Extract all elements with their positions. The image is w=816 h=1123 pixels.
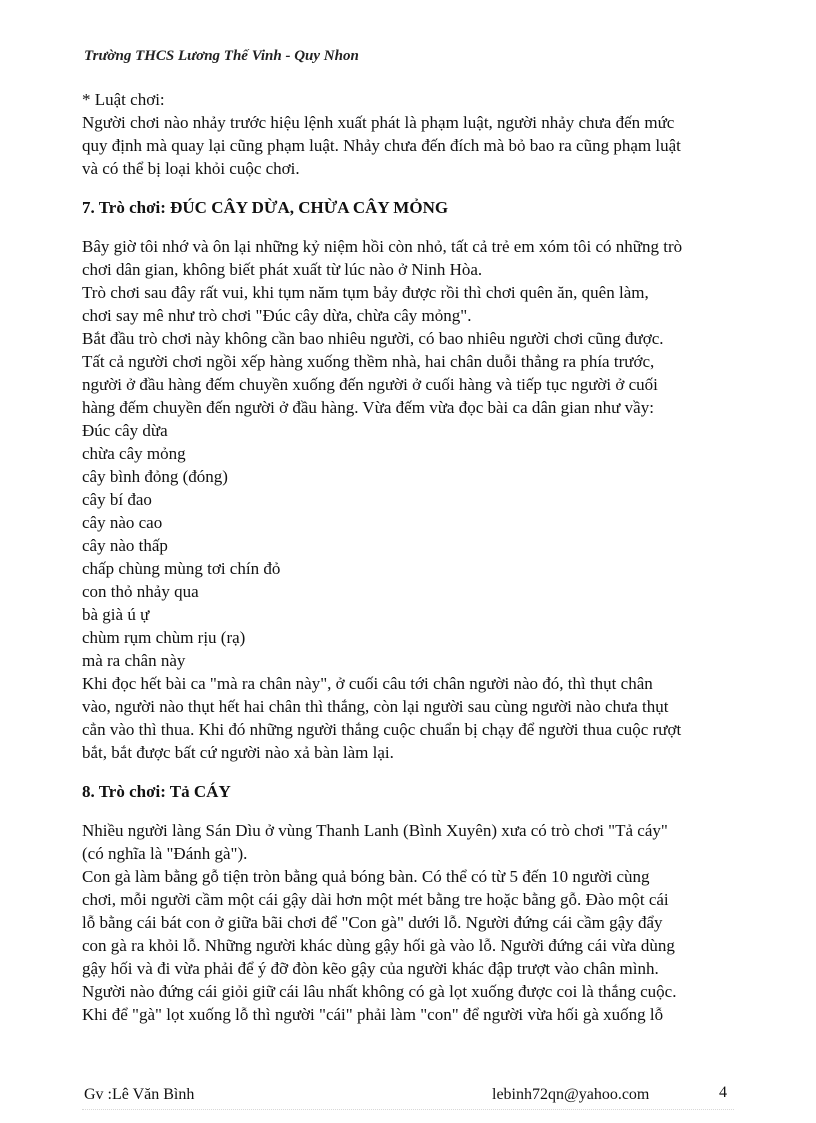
- rules-line: Người chơi nào nhảy trước hiệu lệnh xuất phát là phạm luật, người nhảy chưa đến mức: [82, 113, 675, 132]
- section-7-line: hàng đếm chuyền đến người ở đầu hàng. Vừa đếm vừa đọc bài ca dân gian như vầy:: [82, 398, 654, 417]
- section-7-line: chơi dân gian, không biết phát xuất từ lúc nào ở Ninh Hòa.: [82, 260, 483, 279]
- song-line: cây bí đao: [82, 490, 152, 509]
- page-number: 4: [719, 1084, 727, 1101]
- page-header: Trường THCS Lương Thế Vinh - Quy Nhon: [84, 48, 359, 64]
- song-line: Đúc cây dừa: [82, 421, 168, 440]
- section-8-heading: 8. Trò chơi: Tả CÁY: [82, 782, 231, 801]
- song-line: con thỏ nhảy qua: [82, 582, 199, 601]
- song-line: chùm rụm chùm rịu (rạ): [82, 628, 246, 647]
- section-7-line: cẳn vào thì thua. Khi đó những người thắng cuộc chuẩn bị chạy để người thua cuộc rượt: [82, 720, 682, 739]
- section-7-heading: 7. Trò chơi: ĐÚC CÂY DỪA, CHỪA CÂY MỎNG: [82, 198, 449, 217]
- footer-divider: [82, 1109, 734, 1110]
- section-7-line: chơi say mê như trò chơi "Đúc cây dừa, chừa cây mỏng".: [82, 306, 472, 325]
- section-7-line: vào, người nào thụt hết hai chân thì thắng, còn lại người sau cùng người nào chưa thụt: [82, 697, 669, 716]
- section-8-line: Con gà làm bằng gỗ tiện tròn bằng quả bóng bàn. Có thể có từ 5 đến 10 người cùng: [82, 867, 650, 886]
- song-line: cây bình đỏng (đóng): [82, 467, 228, 486]
- rules-line: và có thể bị loại khỏi cuộc chơi.: [82, 159, 300, 178]
- section-8-line: lỗ bằng cái bát con ở giữa bãi chơi để "Con gà" dưới lỗ. Người đứng cái cầm gậy đẩy: [82, 913, 663, 932]
- section-7-line: bắt, bắt được bất cứ người nào xả bàn làm lại.: [82, 743, 394, 762]
- section-8-line: Nhiều người làng Sán Dìu ở vùng Thanh Lanh (Bình Xuyên) xưa có trò chơi "Tả cáy": [82, 821, 668, 840]
- section-8-line: con gà ra khỏi lỗ. Những người khác dùng gậy hối gà vào lỗ. Người đứng cái vừa dùng: [82, 936, 675, 955]
- section-8-line: gậy hối và đi vừa phải để ý đỡ đòn kẽo gậy của người khác đập trượt vào chân mình.: [82, 959, 659, 978]
- rules-line: quy định mà quay lại cũng phạm luật. Nhảy chưa đến đích mà bỏ bao ra cũng phạm luật: [82, 136, 681, 155]
- song-line: bà già ú ự: [82, 605, 150, 624]
- section-7-line: Bây giờ tôi nhớ và ôn lại những kỷ niệm hồi còn nhỏ, tất cả trẻ em xóm tôi có những trò: [82, 237, 683, 256]
- section-8-line: Khi để "gà" lọt xuống lỗ thì người "cái" phải làm "con" để người vừa hối gà xuống lỗ: [82, 1005, 664, 1024]
- rules-title: * Luật chơi:: [82, 90, 165, 109]
- section-8-line: chơi, mỗi người cầm một cái gậy dài hơn một mét bằng tre hoặc bằng gỗ. Đào một cái: [82, 890, 669, 909]
- song-line: cây nào thấp: [82, 536, 168, 555]
- page-content: [82, 88, 742, 1026]
- song-line: chấp chùng mùng tơi chín đỏ: [82, 559, 281, 578]
- song-line: chừa cây mỏng: [82, 444, 186, 463]
- footer-email: lebinh72qn@yahoo.com: [492, 1086, 650, 1103]
- section-8-line: Người nào đứng cái giỏi giữ cái lâu nhất không có gà lọt xuống được coi là thắng cuộc.: [82, 982, 677, 1001]
- section-7-line: Bắt đầu trò chơi này không cần bao nhiêu người, có bao nhiêu người chơi cũng được.: [82, 329, 664, 348]
- section-7-line: Khi đọc hết bài ca "mà ra chân này", ở cuối câu tới chân người nào đó, thì thụt chân: [82, 674, 653, 693]
- section-7-line: người ở đầu hàng đếm chuyền xuống đến người ở cuối hàng và tiếp tục người ở cuối: [82, 375, 658, 394]
- section-8-line: (có nghĩa là "Đánh gà").: [82, 844, 248, 863]
- footer-author: Gv :Lê Văn Bình: [84, 1086, 195, 1103]
- song-line: cây nào cao: [82, 513, 163, 532]
- song-line: mà ra chân này: [82, 651, 186, 670]
- section-7-line: Trò chơi sau đây rất vui, khi tụm năm tụm bảy được rồi thì chơi quên ăn, quên làm,: [82, 283, 649, 302]
- section-7-line: Tất cả người chơi ngồi xếp hàng xuống thềm nhà, hai chân duỗi thẳng ra phía trước,: [82, 352, 655, 371]
